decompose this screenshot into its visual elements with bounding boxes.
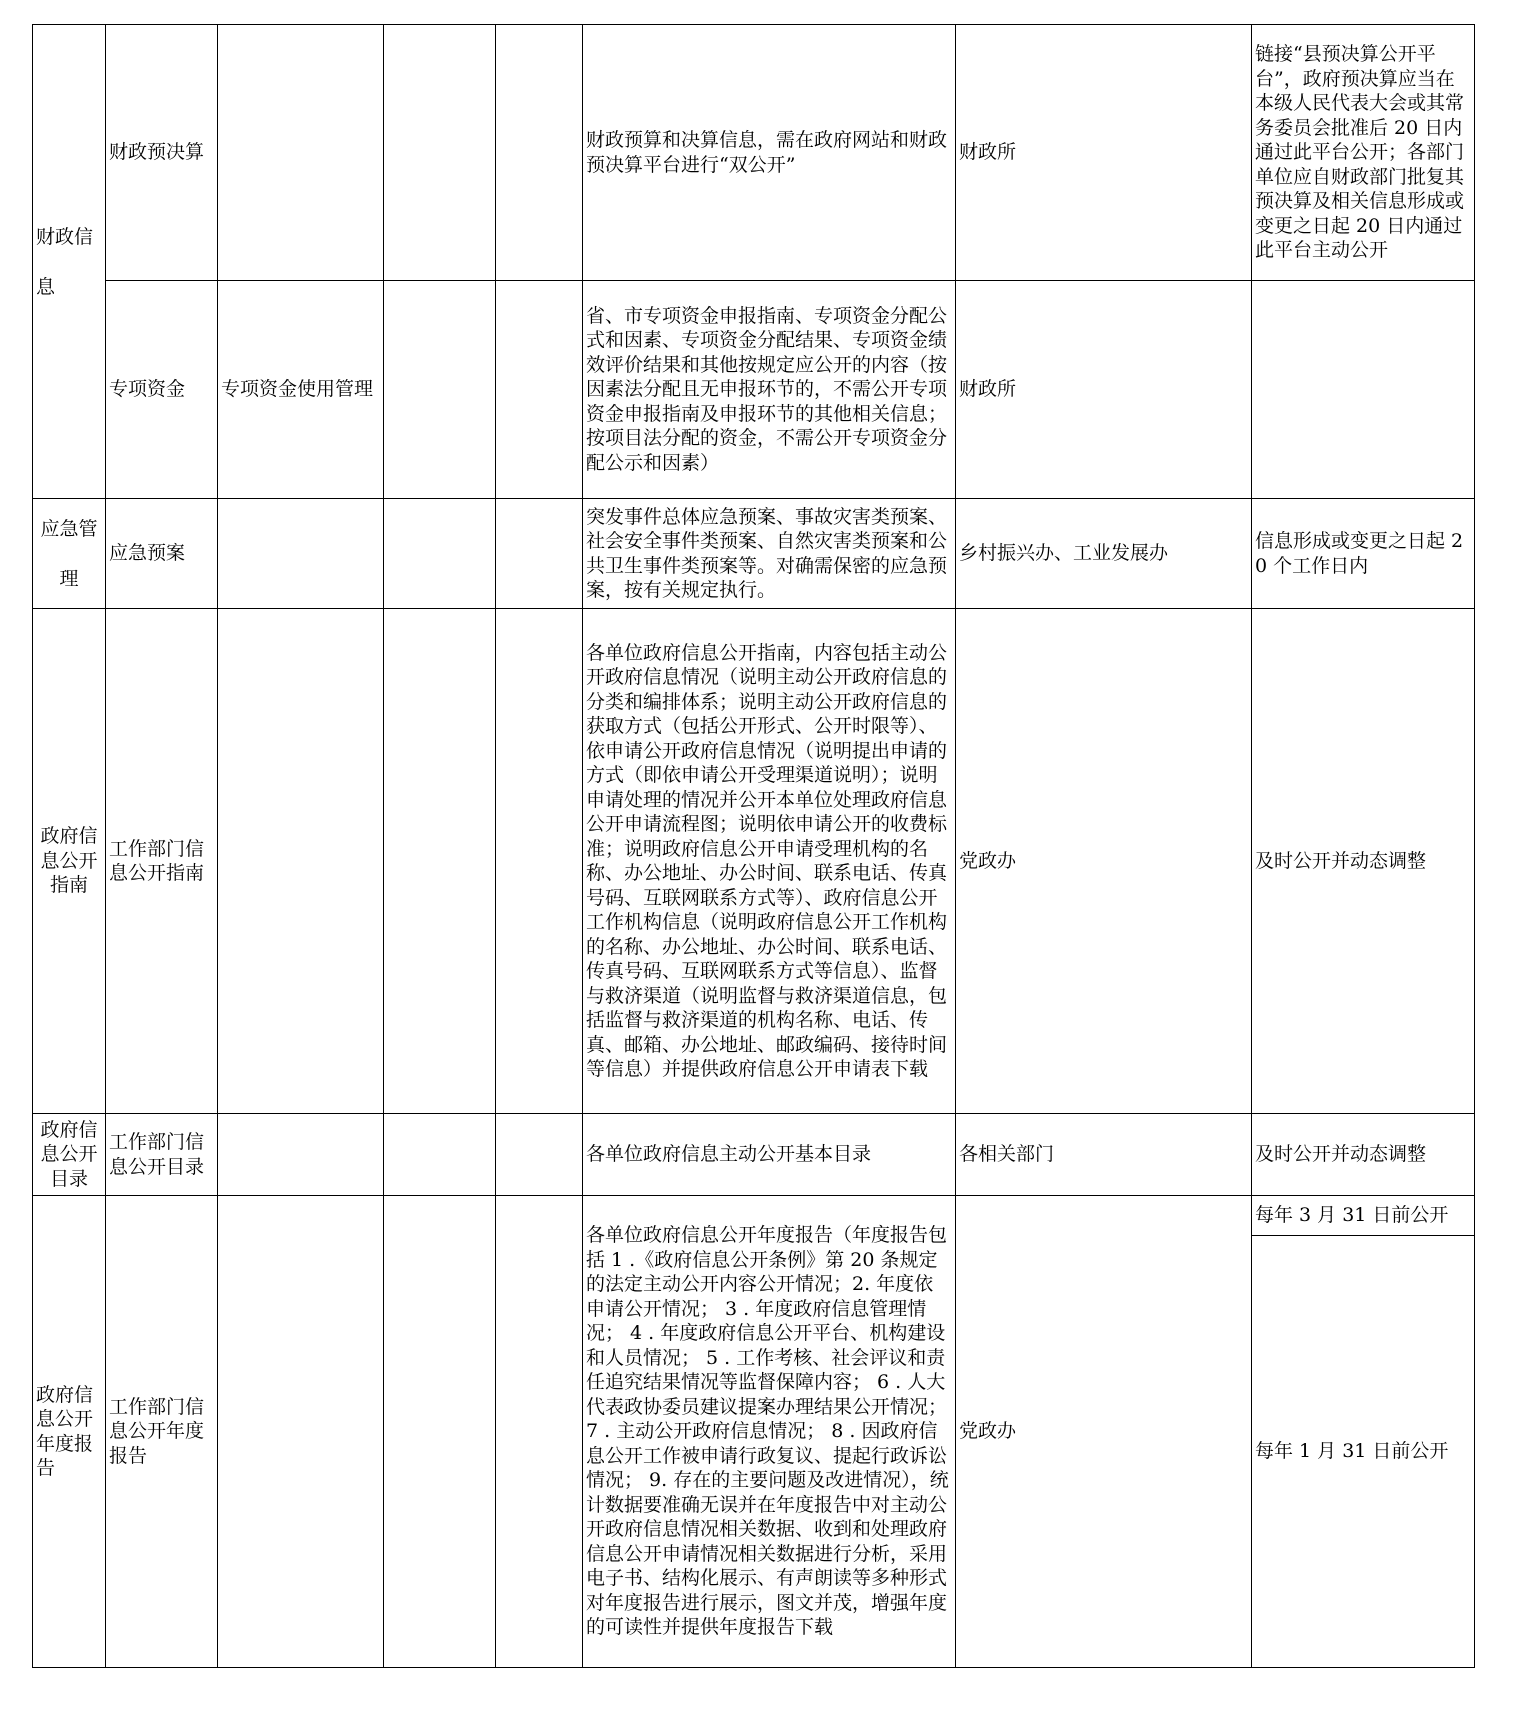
sub-item-cell bbox=[218, 609, 384, 1114]
time-cell: 及时公开并动态调整 bbox=[1252, 1114, 1475, 1196]
category-cell: 政府信息公开目录 bbox=[33, 1114, 106, 1196]
time-cell: 信息形成或变更之日起 20 个工作日内 bbox=[1252, 499, 1475, 609]
sub-item-cell bbox=[218, 1114, 384, 1196]
content-cell: 财政预算和决算信息，需在政府网站和财政预决算平台进行“双公开” bbox=[583, 25, 956, 281]
sub-item-cell: 专项资金使用管理 bbox=[218, 281, 384, 499]
item-cell: 应急预案 bbox=[106, 499, 218, 609]
time-cell: 链接“县预决算公开平台”，政府预决算应当在本级人民代表大会或其常务委员会批准后 20 日内通过此平台公开；各部门单位应自财政部门批复其预决算及相关信息形成或变更之日起 20 日内通过此平台主动公开 bbox=[1252, 25, 1475, 281]
table-row bbox=[33, 1114, 1475, 1196]
category-cell: 政府信息公开年度报告 bbox=[33, 1196, 106, 1668]
empty-cell bbox=[496, 25, 583, 281]
category-cell: 应急管理 bbox=[33, 499, 106, 609]
empty-cell bbox=[496, 609, 583, 1114]
dept-cell: 各相关部门 bbox=[956, 1114, 1252, 1196]
table-row bbox=[33, 609, 1475, 1114]
sub-item-cell bbox=[218, 25, 384, 281]
time-cell: 每年 1 月 31 日前公开 bbox=[1252, 1236, 1475, 1668]
time-cell: 及时公开并动态调整 bbox=[1252, 609, 1475, 1114]
empty-cell bbox=[496, 1114, 583, 1196]
table-row bbox=[33, 499, 1475, 609]
content-cell: 各单位政府信息主动公开基本目录 bbox=[583, 1114, 956, 1196]
table-row bbox=[33, 1196, 1475, 1236]
item-cell: 专项资金 bbox=[106, 281, 218, 499]
category-cell: 财政信息 bbox=[33, 25, 106, 499]
sub-item-cell bbox=[218, 499, 384, 609]
empty-cell bbox=[384, 1196, 496, 1668]
empty-cell bbox=[384, 609, 496, 1114]
empty-cell bbox=[384, 281, 496, 499]
dept-cell: 党政办 bbox=[956, 609, 1252, 1114]
dept-cell: 财政所 bbox=[956, 25, 1252, 281]
empty-cell bbox=[496, 499, 583, 609]
category-cell: 政府信息公开指南 bbox=[33, 609, 106, 1114]
content-cell: 各单位政府信息公开指南，内容包括主动公开政府信息情况（说明主动公开政府信息的分类和编排体系；说明主动公开政府信息的获取方式（包括公开形式、公开时限等）、依申请公开政府信息情况（说明提出申请的方式（即依申请公开受理渠道说明）；说明申请处理的情况并公开本单位处理政府信息公开申请流程图；说明依申请公开的收费标准；说明政府信息公开申请受理机构的名称、办公地址、办公时间、联系电话、传真号码、互联网联系方式等）、政府信息公开工作机构信息（说明政府信息公开工作机构的名称、办公地址、办公时间、联系电话、传真号码、互联网联系方式等信息）、监督与救济渠道（说明监督与救济渠道信息，包括监督与救济渠道的机构名称、电话、传真、邮箱、办公地址、邮政编码、接待时间等信息）并提供政府信息公开申请表下载 bbox=[583, 609, 956, 1114]
item-cell: 财政预决算 bbox=[106, 25, 218, 281]
item-cell: 工作部门信息公开指南 bbox=[106, 609, 218, 1114]
content-cell: 省、市专项资金申报指南、专项资金分配公式和因素、专项资金分配结果、专项资金绩效评价结果和其他按规定应公开的内容（按因素法分配且无申报环节的，不需公开专项资金申报指南及申报环节的其他相关信息；按项目法分配的资金，不需公开专项资金分配公示和因素） bbox=[583, 281, 956, 499]
empty-cell bbox=[384, 499, 496, 609]
table-row bbox=[33, 25, 1475, 281]
time-cell: 每年 3 月 31 日前公开 bbox=[1252, 1196, 1475, 1236]
content-cell: 各单位政府信息公开年度报告（年度报告包括 1 .《政府信息公开条例》第 20 条规定的法定主动公开内容公开情况；2. 年度依申请公开情况； 3 . 年度政府信息管理情况； 4 . 年度政府信息公开平台、机构建设和人员情况； 5 . 工作考核、社会评议和责任追究结果情况等监督保障内容； 6 . 人大代表政协委员建议提案办理结果公开情况； 7 . 主动公开政府信息情况； 8 . 因政府信息公开工作被申请行政复议、提起行政诉讼情况； 9. 存在的主要问题及改进情况），统计数据要准确无误并在年度报告中对主动公开政府信息情况相关数据、收到和处理政府信息公开申请情况相关数据进行分析，采用电子书、结构化展示、有声朗读等多种形式对年度报告进行展示，图文并茂，增强年度的可读性并提供年度报告下载 bbox=[583, 1196, 956, 1668]
dept-cell: 乡村振兴办、工业发展办 bbox=[956, 499, 1252, 609]
time-cell bbox=[1252, 281, 1475, 499]
empty-cell bbox=[384, 1114, 496, 1196]
empty-cell bbox=[496, 1196, 583, 1668]
sub-item-cell bbox=[218, 1196, 384, 1668]
empty-cell bbox=[496, 281, 583, 499]
item-cell: 工作部门信息公开年度报告 bbox=[106, 1196, 218, 1668]
dept-cell: 党政办 bbox=[956, 1196, 1252, 1668]
disclosure-table bbox=[32, 24, 1475, 1668]
item-cell: 工作部门信息公开目录 bbox=[106, 1114, 218, 1196]
table-row bbox=[33, 281, 1475, 499]
dept-cell: 财政所 bbox=[956, 281, 1252, 499]
empty-cell bbox=[384, 25, 496, 281]
content-cell: 突发事件总体应急预案、事故灾害类预案、社会安全事件类预案、自然灾害类预案和公共卫生事件类预案等。对确需保密的应急预案，按有关规定执行。 bbox=[583, 499, 956, 609]
